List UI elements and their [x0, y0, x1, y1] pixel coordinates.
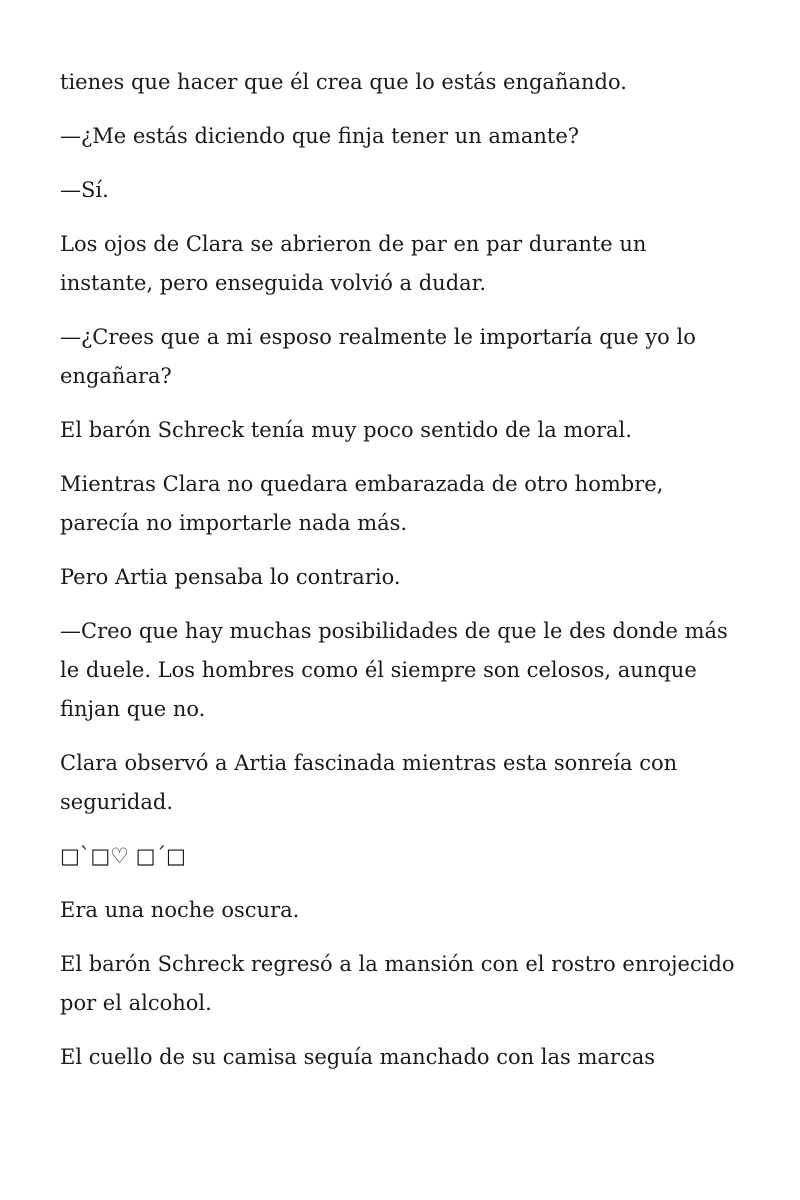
paragraph: Pero Artia pensaba lo contrario.	[60, 565, 401, 589]
paragraph: —¿Crees que a mi esposo realmente le importaría que yo lo engañara?	[60, 325, 696, 388]
paragraph: El barón Schreck regresó a la mansión con el rostro enrojecido por el alcohol.	[60, 952, 735, 1015]
paragraph: Los ojos de Clara se abrieron de par en par durante un instante, pero enseguida volvió a dudar.	[60, 232, 647, 295]
paragraph: —¿Me estás diciendo que finja tener un amante?	[60, 124, 580, 148]
paragraph: Clara observó a Artia fascinada mientras esta sonreía con seguridad.	[60, 751, 678, 814]
paragraph: tienes que hacer que él crea que lo estás engañando.	[60, 70, 627, 94]
scene-separator: □`□♡ □´□	[60, 844, 186, 868]
paragraph: El cuello de su camisa seguía manchado con las marcas	[60, 1045, 656, 1069]
paragraph: Era una noche oscura.	[60, 898, 300, 922]
paragraph: El barón Schreck tenía muy poco sentido de la moral.	[60, 418, 632, 442]
paragraph: —Creo que hay muchas posibilidades de que le des donde más le duele. Los hombres como él siempre son celosos, aunque finjan que no.	[60, 619, 728, 721]
paragraph: Mientras Clara no quedara embarazada de otro hombre, parecía no importarle nada más.	[60, 472, 664, 535]
paragraph: —Sí.	[60, 178, 109, 202]
reading-page	[60, 63, 740, 1092]
